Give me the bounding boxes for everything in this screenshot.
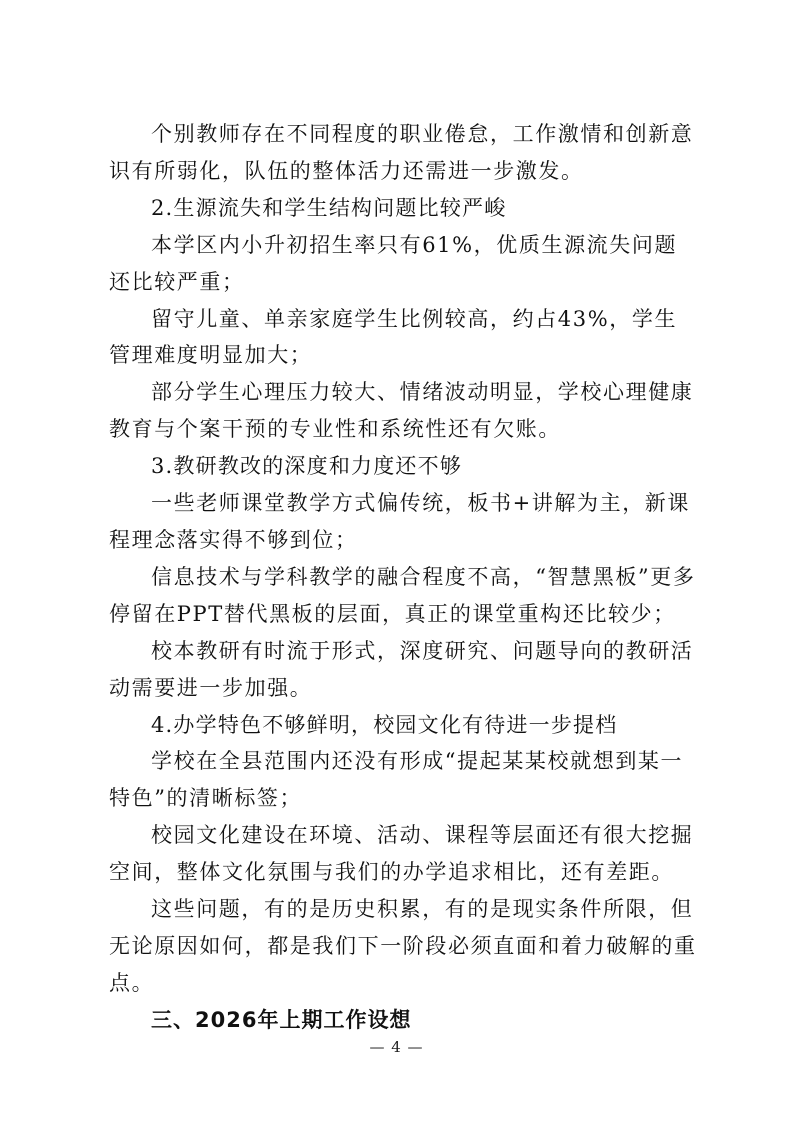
paragraph: 留守儿童、单亲家庭学生比例较高，约占43%，学生管理难度明显加大； — [109, 306, 678, 368]
paragraph: 校本教研有时流于形式，深度研究、问题导向的教研活动需要进一步加强。 — [109, 638, 694, 700]
document-body — [109, 116, 699, 1039]
subheading: 3.教研教改的深度和力度还不够 — [151, 454, 463, 479]
paragraph: 校园文化建设在环境、活动、课程等层面还有很大挖掘空间，整体文化氛围与我们的办学追求相比，还有差距。 — [109, 823, 694, 885]
page-number: — 4 — — [369, 1038, 424, 1056]
section-heading: 三、2026年上期工作设想 — [151, 1007, 412, 1032]
subheading: 4.办学特色不够鲜明，校园文化有待进一步提档 — [151, 712, 618, 737]
paragraph: 信息技术与学科教学的融合程度不高，“智慧黑板”更多停留在PPT替代黑板的层面，真正的课堂重构还比较少； — [109, 564, 696, 626]
paragraph: 这些问题，有的是历史积累，有的是现实条件所限，但无论原因如何，都是我们下一阶段必须直面和着力破解的重点。 — [109, 897, 697, 995]
paragraph: 部分学生心理压力较大、情绪波动明显，学校心理健康教育与个案干预的专业性和系统性还有欠账。 — [109, 380, 694, 442]
paragraph: 本学区内小升初招生率只有61%，优质生源流失问题还比较严重； — [109, 232, 678, 294]
paragraph: 一些老师课堂教学方式偏传统，板书+讲解为主，新课程理念落实得不够到位； — [109, 491, 690, 552]
paragraph: 个别教师存在不同程度的职业倦怠，工作激情和创新意识有所弱化，队伍的整体活力还需进一步激发。 — [109, 122, 694, 183]
subheading: 2.生源流失和学生结构问题比较严峻 — [151, 195, 507, 220]
paragraph: 学校在全县范围内还没有形成“提起某某校就想到某一特色”的清晰标签； — [109, 749, 684, 811]
